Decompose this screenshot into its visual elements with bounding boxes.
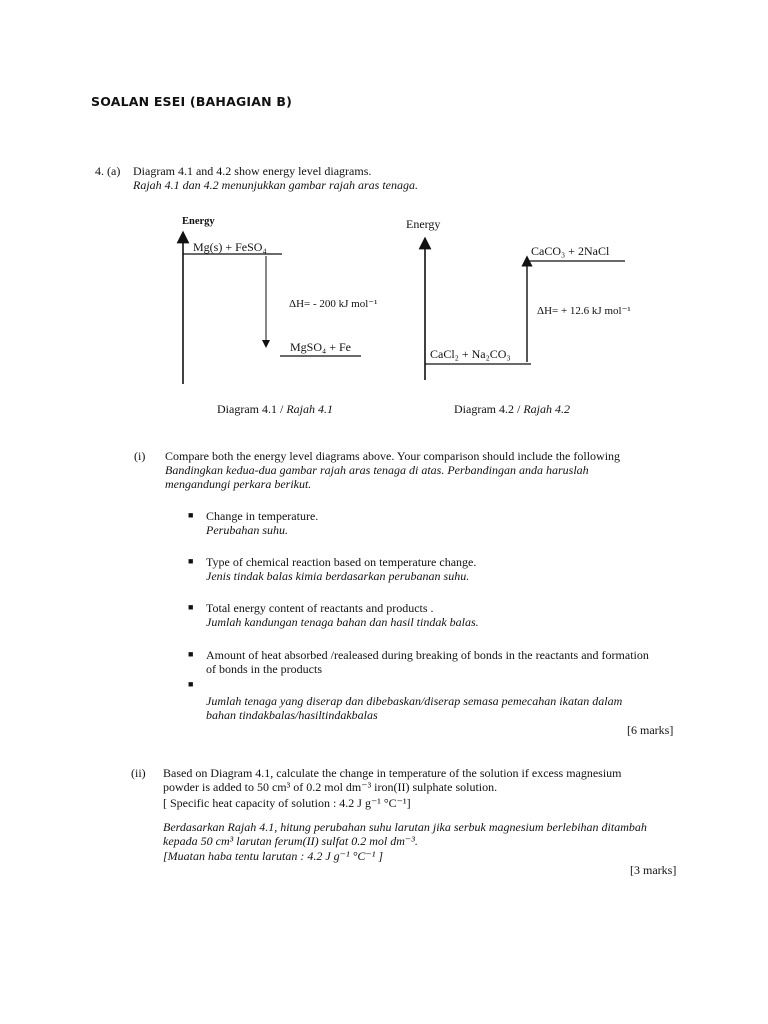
d2-caption: Diagram 4.2 / Rajah 4.2 (454, 402, 570, 416)
d2-delta-h: ΔH= + 12.6 kJ mol⁻¹ (537, 305, 631, 317)
bullet-marker: ■ (188, 602, 194, 612)
question-intro-en: Diagram 4.1 and 4.2 show energy level diagrams. (133, 164, 372, 178)
part-ii-label: (ii) (131, 766, 146, 780)
bullet-4-ms-1: Jumlah tenaga yang diserap dan dibebaskan/diserap semasa pemecahan ikatan dalam (206, 694, 623, 708)
bullet-marker: ■ (188, 510, 194, 520)
bullet-1-en: Change in temperature. (206, 509, 319, 523)
bullet-4-en-1: Amount of heat absorbed /realeased during breaking of bonds in the reactants and formation (206, 648, 649, 662)
part-ii-en-3: [ Specific heat capacity of solution : 4.2 J g⁻¹ °C⁻¹] (163, 796, 411, 810)
d1-delta-h: ΔH= - 200 kJ mol⁻¹ (289, 298, 378, 310)
bullet-3-en: Total energy content of reactants and products . (206, 601, 434, 615)
d1-reactants: Mg(s) + FeSO₄ (193, 240, 267, 254)
bullet-2-ms: Jenis tindak balas kimia berdasarkan perubanan suhu. (206, 569, 470, 583)
part-i-line1-en: Compare both the energy level diagrams above. Your comparison should include the following (165, 449, 621, 463)
bullet-marker: ■ (188, 649, 194, 659)
part-ii-en-2: powder is added to 50 cm³ of 0.2 mol dm⁻³ iron(II) sulphate solution. (163, 780, 498, 794)
part-i-line2-ms: mengandungi perkara berikut. (165, 477, 312, 491)
section-heading: SOALAN ESEI (BAHAGIAN B) (91, 94, 292, 109)
d2-products: CaCO₃ + 2NaCl (531, 244, 610, 258)
question-intro-ms: Rajah 4.1 dan 4.2 menunjukkan gambar rajah aras tenaga. (133, 178, 418, 192)
bullet-marker: ■ (188, 556, 194, 566)
question-number: 4. (a) (95, 164, 121, 178)
bullet-4-ms-2: bahan tindakbalas/hasiltindakbalas (206, 708, 378, 722)
part-ii-en-1: Based on Diagram 4.1, calculate the change in temperature of the solution if excess magnesium (163, 766, 622, 780)
bullet-3-ms: Jumlah kandungan tenaga bahan dan hasil tindak balas. (206, 615, 479, 629)
part-i-label: (i) (134, 449, 146, 463)
d1-energy-label: Energy (182, 216, 215, 227)
part-i-marks: [6 marks] (627, 723, 674, 737)
bullet-1-ms: Perubahan suhu. (206, 523, 288, 537)
part-ii-marks: [3 marks] (630, 863, 677, 877)
d1-products: MgSO₄ + Fe (290, 340, 351, 354)
bullet-2-en: Type of chemical reaction based on temperature change. (206, 555, 477, 569)
d2-reactants: CaCl₂ + Na₂CO₃ (430, 347, 511, 361)
bullet-4-en-2: of bonds in the products (206, 662, 322, 676)
part-ii-ms-1: Berdasarkan Rajah 4.1, hitung perubahan suhu larutan jika serbuk magnesium berlebihan ditambah (163, 820, 647, 834)
d1-caption: Diagram 4.1 / Rajah 4.1 (217, 402, 333, 416)
part-ii-ms-3: [Muatan haba tentu larutan : 4.2 J g⁻¹ °C⁻¹ ] (163, 849, 383, 863)
d2-energy-label: Energy (406, 217, 441, 231)
bullet-marker: ■ (188, 679, 194, 689)
part-ii-ms-2: kepada 50 cm³ larutan ferum(II) sulfat 0.2 mol dm⁻³. (163, 834, 418, 848)
part-i-line1-ms: Bandingkan kedua-dua gambar rajah aras tenaga di atas. Perbandingan anda haruslah (165, 463, 589, 477)
